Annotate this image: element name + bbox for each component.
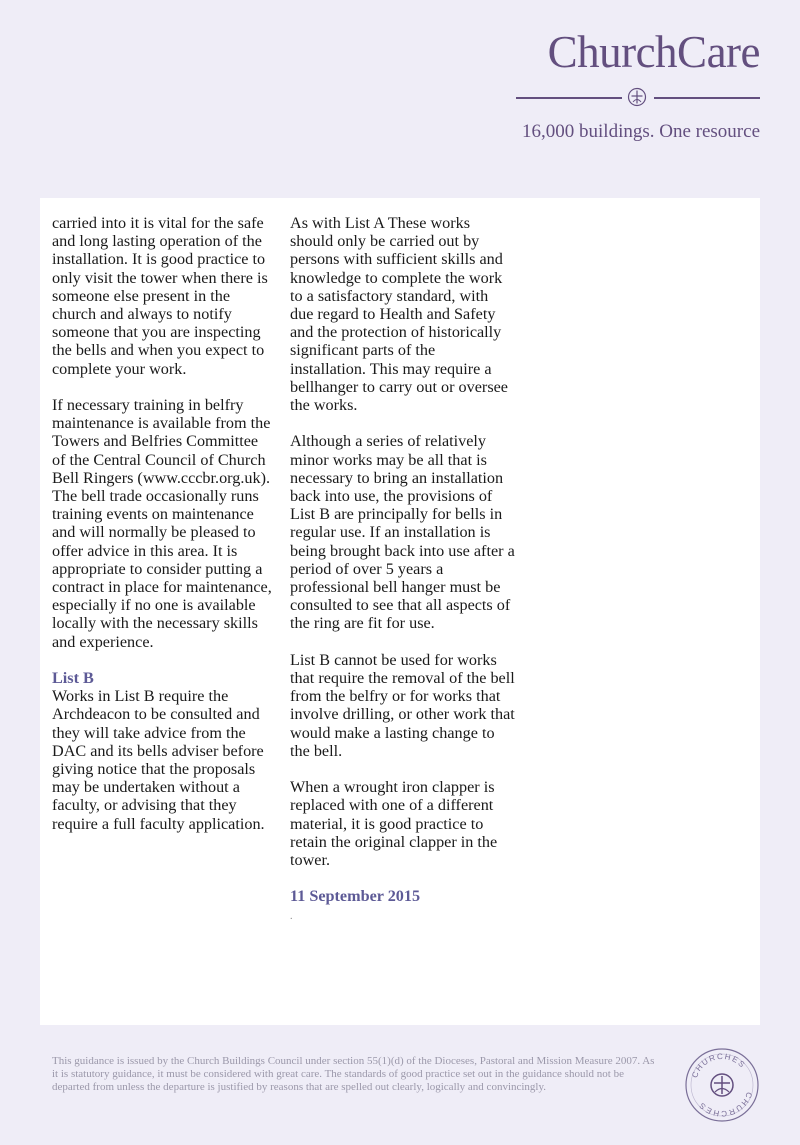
brand-divider <box>515 87 760 107</box>
paragraph: List B cannot be used for works that require the removal of the bell from the belfry or for works that involve drilling, or other work that would make a lasting change to the bell. <box>290 650 515 760</box>
paragraph: Although a series of relatively minor works may be all that is necessary to bring an installation back into use, the provisions of List B are principally for bells in regular use. If an installation is being brought back into use after a period of over 5 years a professional bell hanger must be consulted to see that all aspects of the ring are fit for use. <box>290 432 515 633</box>
section-heading-list-b: List B <box>52 669 94 688</box>
paragraph: If necessary training in belfry maintenance is available from the Towers and Belfries Committee of the Central Council of Church Bell Ringers (www.cccbr.org.uk). The bell trade occasionally runs training events on maintenance and will normally be pleased to offer advice in this area. It is appropriate to consider putting a contract in place for maintenance, especially if no one is available locally with the necessary skills and experience. <box>52 396 272 651</box>
document-date: 11 September 2015 <box>290 887 421 906</box>
paragraph: Works in List B require the Archdeacon to be consulted and they will take advice from the DAC and its bells adviser before giving notice that the proposals may be undertaken without a faculty, or advising that they require a full faculty application. <box>52 687 265 833</box>
svg-text:CHURCHES: CHURCHES <box>696 1090 754 1119</box>
paragraph: As with List A These works should only be carried out by persons with sufficient skills and knowledge to complete the work to a satisfactory standard, with due regard to Health and Safety and the protection of historically significant parts of the installation. This may require a bellhanger to carry out or oversee the works. <box>290 214 508 415</box>
church-emblem-icon <box>627 87 647 107</box>
document-body <box>40 198 760 1025</box>
svg-text:CHURCHES: CHURCHES <box>690 1051 748 1080</box>
paragraph: carried into it is vital for the safe and long lasting operation of the installation. It is good practice to only visit the tower when there is someone else present in the church and always to notify someone that you are inspecting the bells and when you expect to complete your work. <box>52 214 268 378</box>
footer-disclaimer: This guidance is issued by the Church Buildings Council under section 55(1)(d) of the Dioceses, Pastoral and Mission Measure 2007. As it is statutory guidance, it must be considered with great care. The standards of good practice set out in the guidance should not be departed from unless the departure is justified by reasons that are spelled out clearly, logically and convincingly. <box>52 1055 655 1094</box>
stray-dot: . <box>290 910 293 922</box>
brand-tagline: 16,000 buildings. One resource <box>522 121 760 142</box>
brand-logo-text: ChurchCare <box>547 27 760 77</box>
footer <box>0 1025 800 1145</box>
brand-block[interactable] <box>515 27 760 143</box>
paragraph: When a wrought iron clapper is replaced with one of a different material, it is good practice to retain the original clapper in the tower. <box>290 778 498 870</box>
text-column-right <box>290 214 515 926</box>
churches-seal-icon <box>684 1047 760 1123</box>
text-column-left <box>52 214 274 851</box>
divider-line-left <box>516 97 622 99</box>
header <box>0 0 800 198</box>
divider-line-right <box>654 97 760 99</box>
